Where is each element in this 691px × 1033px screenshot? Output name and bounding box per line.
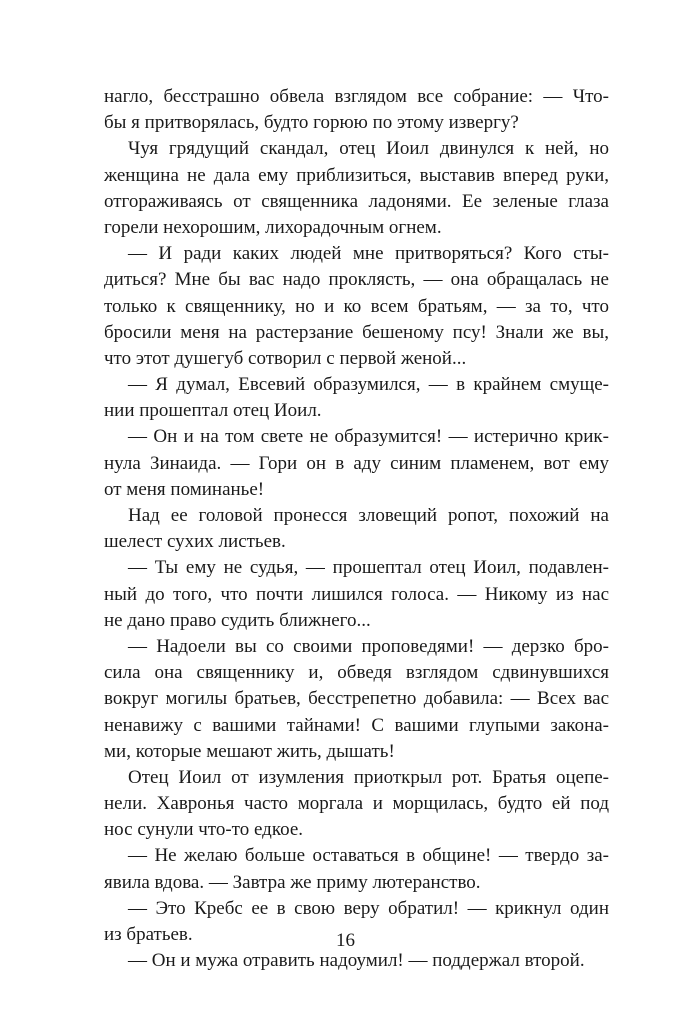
text-line: — Он и на том свете не образумится! — истерично крик- [128,426,609,448]
text-line: нула Зинаида. — Гори он в аду синим пламенем, вот ему [104,452,609,474]
text-line: из братьев. [104,924,193,945]
text-line: — Он и мужа отравить надоумил! — поддержал второй. [128,950,585,972]
text-line: Отец Иоил от изумления приоткрыл рот. Братья оцепе- [128,766,609,788]
text-line: ненавижу с вашими тайнами! С вашими глупыми закона- [104,714,609,736]
text-line: Над ее головой пронесся зловещий ропот, похожий на [128,505,609,526]
text-line: женщина не дала ему приблизиться, выставив вперед руки, [104,164,609,186]
text-line: — Надоели вы со своими проповедями! — дерзко бро- [128,635,609,657]
text-line: ми, которые мешают жить, дышать! [104,740,395,762]
text-line: что этот душегуб сотворил с первой женой... [104,347,467,369]
text-line: только к священнику, но и ко всем братьям, — за то, что [104,295,609,317]
text-line: — И ради каких людей мне притворяться? Кого сты- [128,243,609,265]
text-line: нос сунули что-то едкое. [104,819,304,841]
text-line: Чуя грядущий скандал, отец Иоил двинулся к ней, но [128,138,609,160]
text-line: шелест сухих листьев. [104,531,286,553]
text-line: — Это Кребс ее в свою веру обратил! — крикнул один [128,897,609,919]
text-line: сила она священнику и, обведя взглядом сдвинувшихся [104,662,609,684]
text-line: явила вдова. — Завтра же приму лютеранство. [104,871,481,893]
text-line: вокруг могилы братьев, бесстрепетно добавила: — Всех вас [104,688,609,710]
text-line: — Я думал, Евсевий образумился, — в крайнем смуще- [128,374,609,396]
text-line: — Ты ему не судья, — прошептал отец Иоил, подавлен- [128,557,609,579]
text-line: бросили меня на растерзание бешеному псу! Знали же вы, [104,321,609,343]
text-line: бы я притворялась, будто горюю по этому извергу? [104,112,519,134]
text-line: от меня поминанье! [104,478,265,500]
text-line: горели нехорошим, лихорадочным огнем. [104,216,442,238]
text-line: не дано право судить ближнего... [104,609,371,631]
text-line: ный до того, что почти лишился голоса. — Никому из нас [104,583,609,605]
text-line: диться? Мне бы вас надо проклясть, — она обращалась не [104,269,609,291]
text-line: отгораживаясь от священника ладонями. Ее зеленые глаза [104,190,609,212]
text-line: нагло, бесстрашно обвела взглядом все собрание: — Что- [104,86,609,107]
body-text [104,84,609,974]
text-line: — Не желаю больше оставаться в общине! — твердо за- [128,845,609,867]
page-number: 16 [336,930,355,951]
text-line: нели. Хавронья часто моргала и морщилась, будто ей под [104,793,609,815]
text-line: нии прошептал отец Иоил. [104,400,322,422]
